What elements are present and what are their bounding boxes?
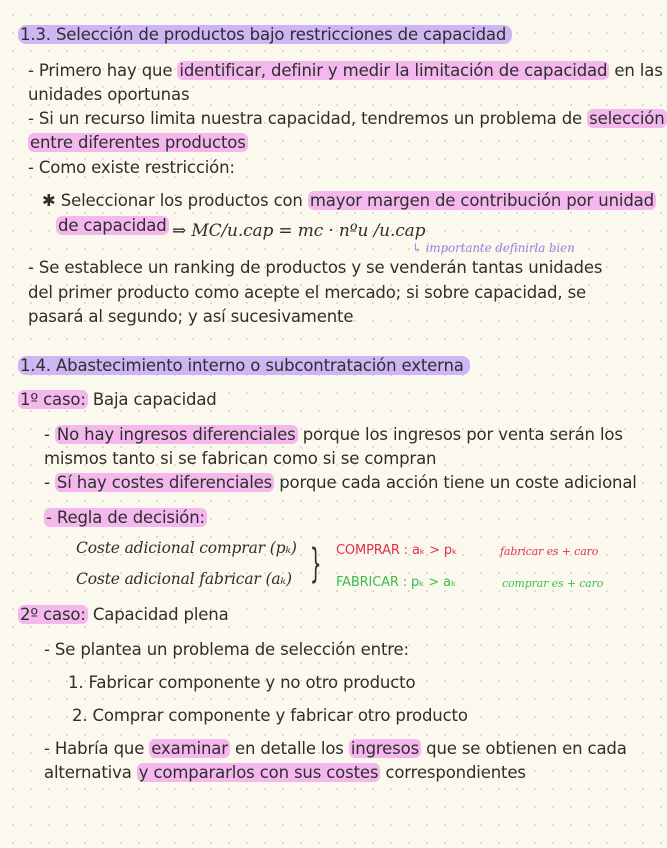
paragraph-line: del primer producto como acepte el mercado; si sobre capacidad, se [28,283,587,302]
paragraph-line: - No hay ingresos diferenciales porque los ingresos por venta serán los [44,425,623,444]
bullet-line [56,215,169,237]
section-heading-1-4: 1.4. Abastecimiento interno o subcontratación externa [18,355,470,377]
paragraph-line: - Se establece un ranking de productos y se venderán tantas unidades [28,258,603,277]
paragraph-line: - Si un recurso limita nuestra capacidad, tendremos un problema de selección [28,109,665,128]
paragraph-line: - Primero hay que identificar, definir y medir la limitación de capacidad en las [28,61,663,80]
paragraph-line: - Se plantea un problema de selección entre: [44,640,409,659]
paragraph-line: unidades oportunas [28,85,190,104]
paragraph-line: pasará al segundo; y así sucesivamente [28,307,354,326]
paragraph-line: - Como existe restricción: [28,158,235,177]
highlight: identificar, definir y medir la limitación de capacidad [179,61,608,80]
case-label: 1º caso: [20,390,86,409]
rule-right-2: comprar es + caro [502,577,604,590]
option-2: 2. Comprar componente y fabricar otro producto [72,706,468,725]
highlight: Sí hay costes diferenciales [56,473,273,492]
rule-left-2: Coste adicional fabricar (aₖ) [76,570,292,588]
highlight: No hay ingresos diferenciales [56,425,296,444]
rule-mid-2: FABRICAR : pₖ > aₖ [336,575,457,590]
rule-mid-1: COMPRAR : aₖ > pₖ [336,543,458,558]
highlight: entre diferentes productos [30,133,246,152]
highlight: y compararlos con sus costes [138,763,379,782]
formula-note: ↳ importante definirla bien [412,241,575,255]
highlight: examinar [151,739,228,758]
highlight: de capacidad [58,216,167,235]
paragraph-line: mismos tanto si se fabrican como si se compran [44,449,437,468]
formula: ⇒ MC/u.cap = mc · nºu /u.cap [172,221,426,241]
highlight: mayor margen de contribución por unidad [309,191,654,210]
bullet-line: ✱ Seleccionar los productos con mayor margen de contribución por unidad [42,191,654,210]
highlight: selección [589,109,665,128]
paragraph-line: - Habría que examinar en detalle los ingresos que se obtienen en cada [44,739,627,758]
rule-left-1: Coste adicional comprar (pₖ) [76,539,297,557]
case-label: 2º caso: [20,605,86,624]
paragraph-line [44,507,207,529]
case-2-title: 2º caso: Capacidad plena [20,605,229,624]
paragraph-line: alternativa y compararlos con sus costes correspondientes [44,763,526,782]
highlight: - Regla de decisión: [46,508,205,527]
section-heading-1-3: 1.3. Selección de productos bajo restricciones de capacidad [18,24,512,46]
option-1: 1. Fabricar componente y no otro producto [68,673,416,692]
paragraph-line: - Sí hay costes diferenciales porque cada acción tiene un coste adicional [44,473,637,492]
highlight: ingresos [350,739,420,758]
case-1-title: 1º caso: Baja capacidad [20,390,217,409]
rule-right-1: fabricar es + caro [500,545,599,558]
brace-icon: } [310,541,322,587]
paragraph-line [28,132,248,154]
